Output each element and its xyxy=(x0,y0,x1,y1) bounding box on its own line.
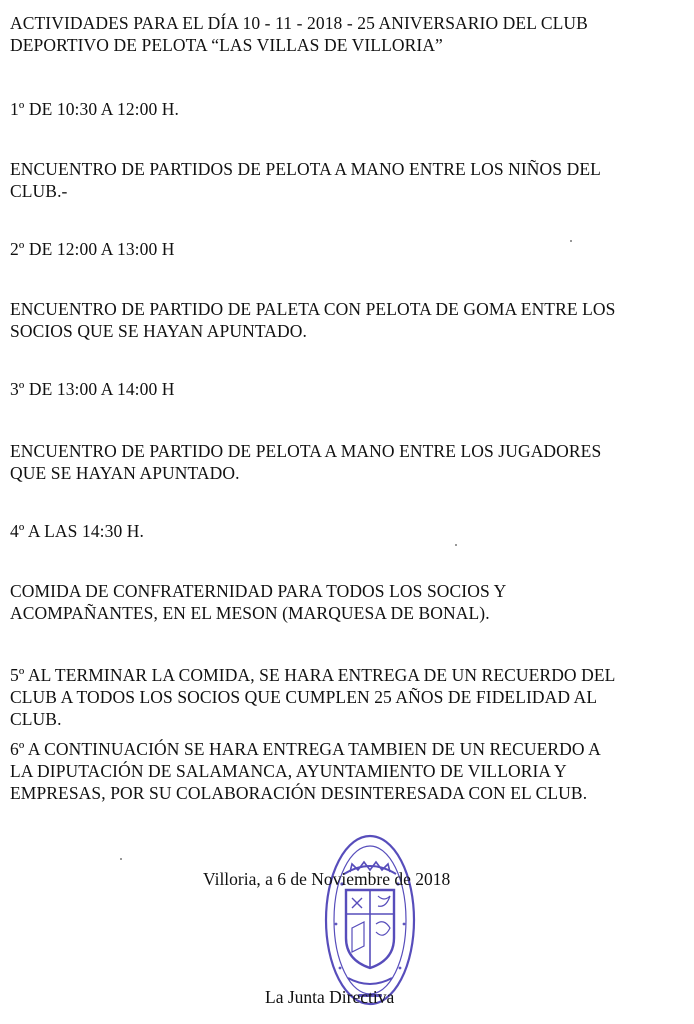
seal-outline xyxy=(326,836,414,1004)
item-1-heading: 1º DE 10:30 A 12:00 H. xyxy=(10,99,180,119)
item-4-heading: 4º A LAS 14:30 H. xyxy=(10,521,145,541)
item-3-body-line-2: QUE SE HAYAN APUNTADO. xyxy=(10,463,240,483)
item-5-line-1: 5º AL TERMINAR LA COMIDA, SE HARA ENTREGA DE UN RECUERDO DEL xyxy=(10,665,616,685)
item-4-body-line-2: ACOMPAÑANTES, EN EL MESON (MARQUESA DE BONAL). xyxy=(10,603,490,623)
item-4-body-line-1: COMIDA DE CONFRATERNIDAD PARA TODOS LOS SOCIOS Y xyxy=(10,581,507,601)
title-line-2: DEPORTIVO DE PELOTA “LAS VILLAS DE VILLORIA” xyxy=(10,35,443,55)
item-1-body-line-1: ENCUENTRO DE PARTIDOS DE PELOTA A MANO ENTRE LOS NIÑOS DEL xyxy=(10,159,601,179)
item-2-body-line-1: ENCUENTRO DE PARTIDO DE PALETA CON PELOTA DE GOMA ENTRE LOS xyxy=(10,299,616,319)
item-1-body-line-2: CLUB.- xyxy=(10,181,68,201)
scan-speck xyxy=(120,858,122,860)
item-6-line-1: 6º A CONTINUACIÓN SE HARA ENTREGA TAMBIEN DE UN RECUERDO A xyxy=(10,739,601,759)
signature-signatory: La Junta Directiva xyxy=(265,987,395,1007)
scan-speck xyxy=(570,240,572,242)
item-2-body-line-2: SOCIOS QUE SE HAYAN APUNTADO. xyxy=(10,321,307,341)
item-3-body-line-1: ENCUENTRO DE PARTIDO DE PELOTA A MANO ENTRE LOS JUGADORES xyxy=(10,441,602,461)
item-2-heading: 2º DE 12:00 A 13:00 H xyxy=(10,239,175,259)
item-5-line-2: CLUB A TODOS LOS SOCIOS QUE CUMPLEN 25 AÑOS DE FIDELIDAD AL xyxy=(10,687,598,707)
item-6-line-2: LA DIPUTACIÓN DE SALAMANCA, AYUNTAMIENTO DE VILLORIA Y xyxy=(10,761,567,781)
item-6-line-3: EMPRESAS, POR SU COLABORACIÓN DESINTERESADA CON EL CLUB. xyxy=(10,783,588,803)
item-5-line-3: CLUB. xyxy=(10,709,62,729)
item-3-heading: 3º DE 13:00 A 14:00 H xyxy=(10,379,175,399)
signature-place-date: Villoria, a 6 de Noviembre de 2018 xyxy=(203,869,451,889)
title-line-1: ACTIVIDADES PARA EL DÍA 10 - 11 - 2018 - 25 ANIVERSARIO DEL CLUB xyxy=(10,13,588,33)
scan-speck xyxy=(455,544,457,546)
